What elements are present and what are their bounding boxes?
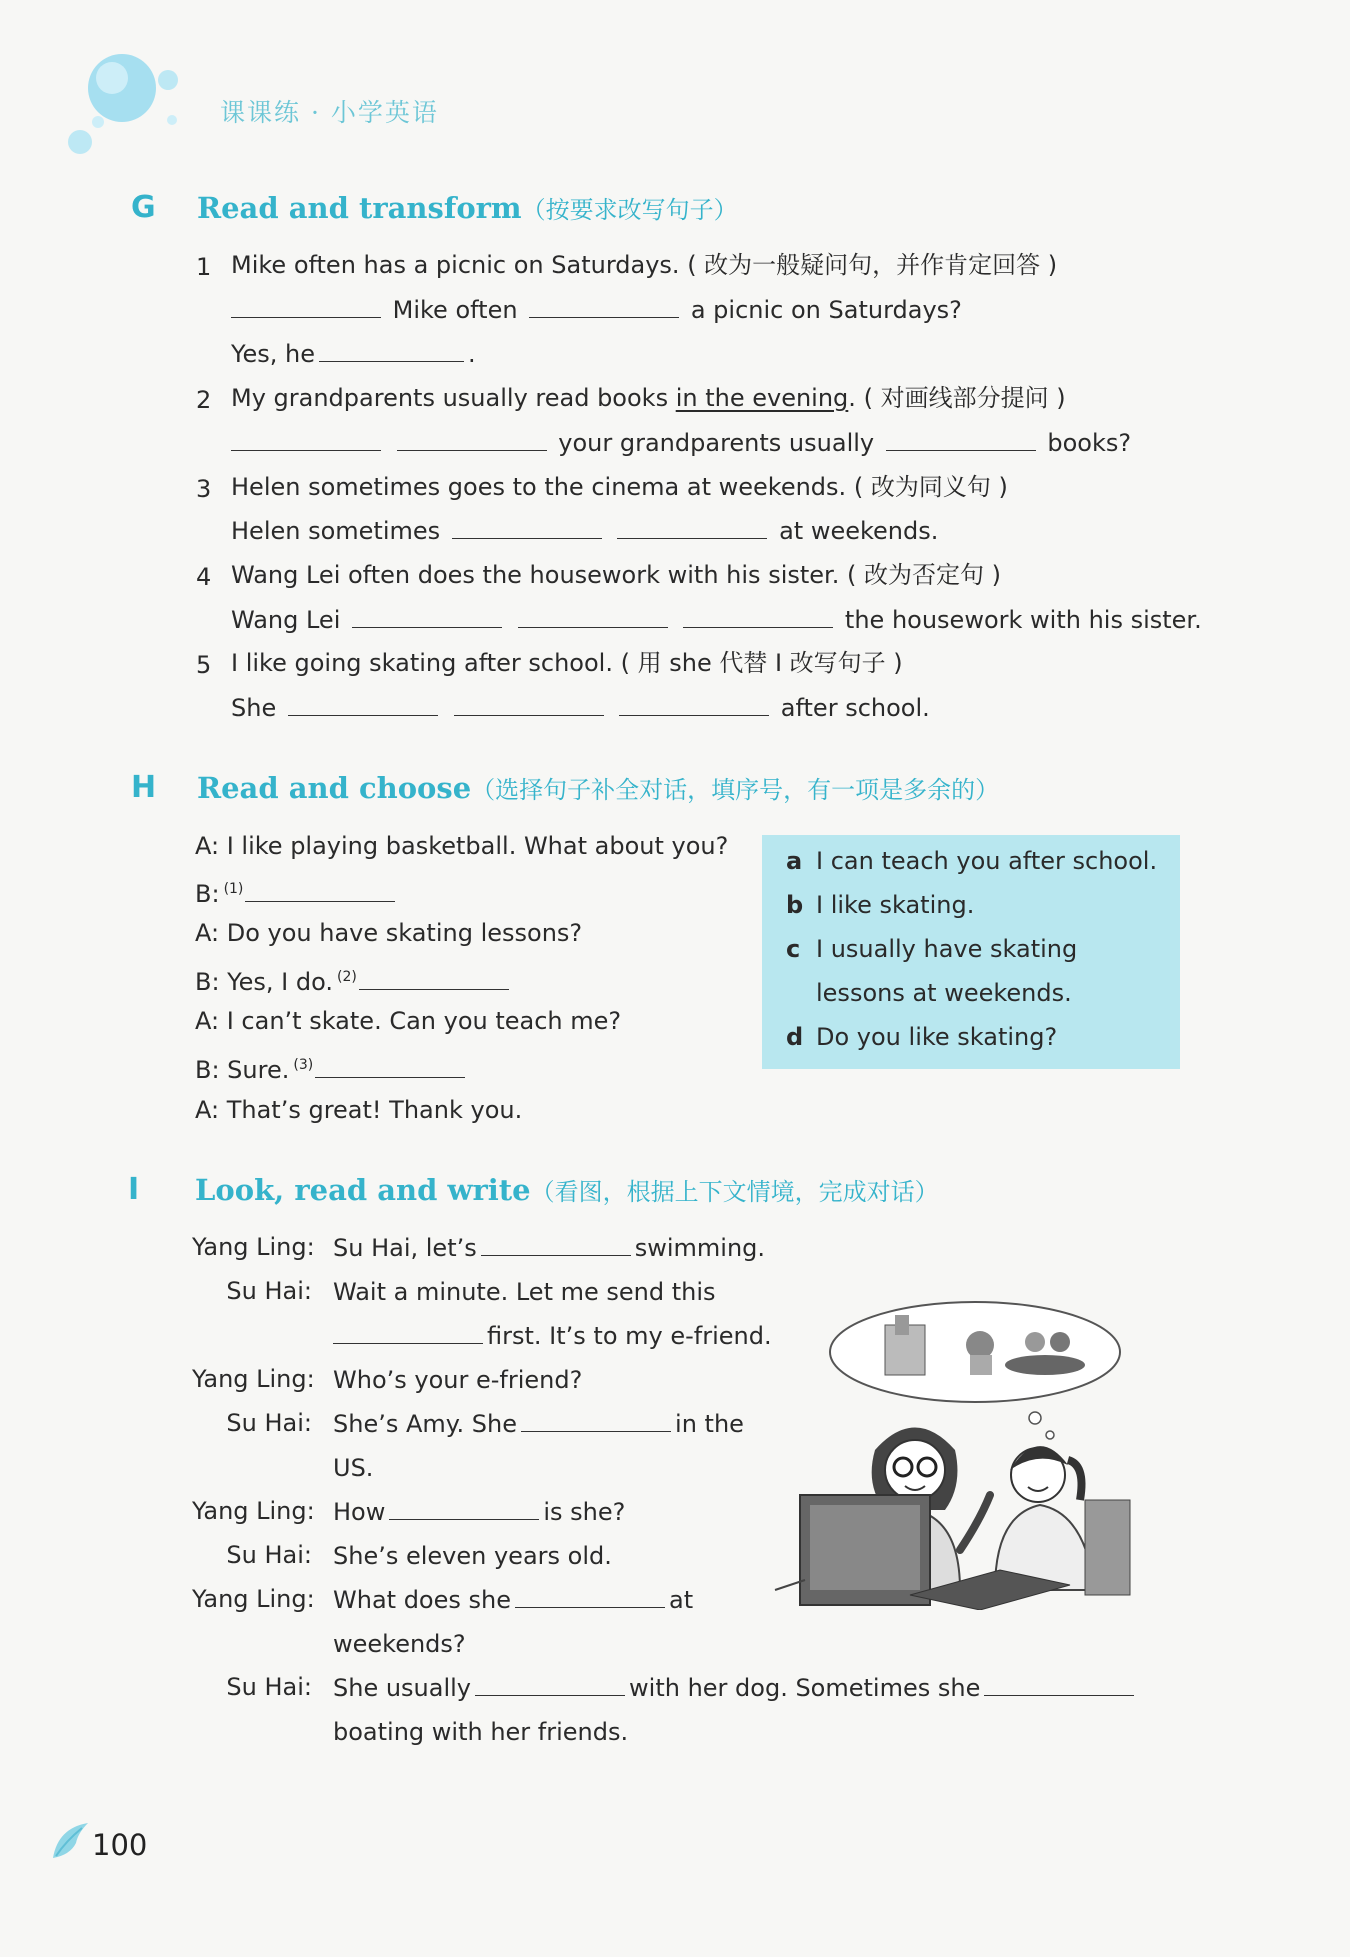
answer-line xyxy=(231,516,938,546)
section-title-i xyxy=(195,1172,939,1207)
answer-blank[interactable] xyxy=(481,1233,631,1256)
dialog-line xyxy=(333,1409,744,1439)
girls-at-computer-illustration xyxy=(770,1290,1175,1610)
answer-text: Mike often xyxy=(392,296,518,324)
section-letter-h: H xyxy=(131,770,157,805)
option-b xyxy=(786,891,974,919)
answer-blank[interactable] xyxy=(319,339,464,362)
speaker-label: Yang Ling: xyxy=(192,1365,315,1393)
answer-line xyxy=(231,339,476,369)
option-d xyxy=(786,1023,1057,1051)
question-sentence: Helen sometimes goes to the cinema at weekends. xyxy=(231,473,847,501)
underlined-phrase: in the evening xyxy=(675,384,849,412)
answer-text: . xyxy=(467,340,476,368)
answer-blank[interactable] xyxy=(231,428,381,451)
dialog-text: How xyxy=(333,1498,386,1526)
answer-blank[interactable] xyxy=(352,605,502,628)
answer-blank[interactable] xyxy=(683,605,833,628)
answer-line xyxy=(231,428,1131,458)
dialog-line xyxy=(195,1050,469,1085)
dialog-line: weekends? xyxy=(333,1630,466,1658)
dialog-line: Who’s your e-friend? xyxy=(333,1366,583,1394)
speaker-label: Su Hai: xyxy=(226,1409,312,1437)
dialog-text: swimming. xyxy=(634,1234,766,1262)
speaker-label: Su Hai: xyxy=(226,1277,312,1305)
answer-blank[interactable] xyxy=(617,516,767,539)
answer-blank[interactable] xyxy=(515,1585,665,1608)
question-instruction: ( 改为一般疑问句，并作肯定回答 ) xyxy=(687,251,1058,279)
dialog-text: Su Hai, let’s xyxy=(333,1234,477,1262)
speaker-label: Su Hai: xyxy=(226,1673,312,1701)
dialog-line: Wait a minute. Let me send this xyxy=(333,1278,716,1306)
answer-blank[interactable] xyxy=(886,428,1036,451)
series-title: 课课练 · 小学英语 xyxy=(220,98,439,127)
dialog-line: A: Do you have skating lessons? xyxy=(195,919,583,947)
answer-text: books? xyxy=(1047,429,1132,457)
speaker-label: Yang Ling: xyxy=(192,1585,315,1613)
answer-text: after school. xyxy=(780,694,930,722)
answer-text: at weekends. xyxy=(779,517,939,545)
answer-blank[interactable] xyxy=(984,1673,1134,1696)
answer-blank[interactable] xyxy=(245,879,395,902)
answer-text: Yes, he xyxy=(231,340,315,368)
question-sentence-end: . xyxy=(848,384,856,412)
dialog-text: is she? xyxy=(543,1498,626,1526)
option-text: I like skating. xyxy=(816,891,975,919)
answer-blank[interactable] xyxy=(452,516,602,539)
dialog-text: with her dog. Sometimes she xyxy=(629,1674,981,1702)
item-number: 4 xyxy=(196,563,212,591)
dialog-line xyxy=(333,1585,693,1615)
answer-blank[interactable] xyxy=(231,295,381,318)
dialog-line xyxy=(333,1233,765,1263)
answer-text: a picnic on Saturdays? xyxy=(690,296,962,324)
dialog-line xyxy=(333,1673,1138,1703)
option-key: c xyxy=(786,935,801,963)
option-text: I usually have skating xyxy=(816,935,1078,963)
question-text xyxy=(231,472,1008,502)
answer-text: the housework with his sister. xyxy=(844,606,1202,634)
answer-blank[interactable] xyxy=(397,428,547,451)
dialog-line xyxy=(333,1321,772,1351)
option-key: b xyxy=(786,891,804,919)
speaker-label: Yang Ling: xyxy=(192,1233,315,1261)
dialog-line: A: That’s great! Thank you. xyxy=(195,1096,523,1124)
section-title-h xyxy=(197,770,999,805)
question-instruction: ( 改为否定句 ) xyxy=(846,561,1001,589)
question-sentence: Mike often has a picnic on Saturdays. xyxy=(231,251,680,279)
answer-blank[interactable] xyxy=(389,1497,539,1520)
question-sentence: I like going skating after school. xyxy=(231,649,613,677)
item-number: 1 xyxy=(196,253,212,281)
answer-blank[interactable] xyxy=(619,693,769,716)
blank-marker: (2) xyxy=(337,969,357,985)
dialog-text: She’s Amy. She xyxy=(333,1410,518,1438)
option-text: Do you like skating? xyxy=(816,1023,1058,1051)
dialog-line: She’s eleven years old. xyxy=(333,1542,612,1570)
answer-blank[interactable] xyxy=(518,605,668,628)
option-text: I can teach you after school. xyxy=(816,847,1158,875)
dialog-line xyxy=(333,1497,625,1527)
question-text xyxy=(231,383,1066,413)
answer-blank[interactable] xyxy=(359,967,509,990)
item-number: 5 xyxy=(196,651,212,679)
option-c xyxy=(786,935,1077,963)
option-c-continued: lessons at weekends. xyxy=(816,979,1072,1007)
item-number: 3 xyxy=(196,475,212,503)
answer-blank[interactable] xyxy=(333,1321,483,1344)
dialog-text: B: Yes, I do. xyxy=(195,968,334,996)
question-text xyxy=(231,560,1001,590)
section-subtitle-i: （看图，根据上下文情境，完成对话） xyxy=(530,1178,939,1206)
section-title-g xyxy=(197,190,738,225)
section-title-i-en: Look, read and write xyxy=(195,1173,531,1207)
section-subtitle-h: （选择句子补全对话，填序号，有一项是多余的） xyxy=(471,776,1000,804)
dialog-line: US. xyxy=(333,1454,374,1482)
answer-line xyxy=(231,605,1202,635)
answer-line xyxy=(231,295,962,325)
option-key: a xyxy=(786,847,803,875)
section-letter-g: G xyxy=(131,190,156,225)
dialog-line: A: I like playing basketball. What about you? xyxy=(195,832,729,860)
answer-blank[interactable] xyxy=(475,1673,625,1696)
dialog-text: at xyxy=(668,1586,694,1614)
question-instruction: ( 对画线部分提问 ) xyxy=(863,384,1066,412)
answer-blank[interactable] xyxy=(288,693,438,716)
page-number: 100 xyxy=(92,1828,148,1862)
question-instruction: ( 改为同义句 ) xyxy=(853,473,1008,501)
answer-blank[interactable] xyxy=(315,1055,465,1078)
item-number: 2 xyxy=(196,386,212,414)
dialog-line xyxy=(195,962,513,997)
answer-blank[interactable] xyxy=(521,1409,671,1432)
option-a xyxy=(786,847,1157,875)
leaf-decoration-icon xyxy=(48,1818,93,1863)
answer-line xyxy=(231,693,930,723)
bubbles-decoration-icon xyxy=(60,50,200,160)
section-subtitle-g: （按要求改写句子） xyxy=(521,196,738,224)
section-title-h-en: Read and choose xyxy=(197,771,472,805)
answer-blank[interactable] xyxy=(529,295,679,318)
answer-text: Wang Lei xyxy=(231,606,341,634)
dialog-text: in the xyxy=(675,1410,744,1438)
dialog-text: first. It’s to my e-friend. xyxy=(487,1322,772,1350)
question-text xyxy=(231,648,903,678)
answer-text: your grandparents usually xyxy=(558,429,875,457)
dialog-line: boating with her friends. xyxy=(333,1718,629,1746)
answer-text: Helen sometimes xyxy=(231,517,441,545)
options-box xyxy=(762,835,1180,1069)
dialog-text: What does she xyxy=(333,1586,511,1614)
question-sentence: Wang Lei often does the housework with his sister. xyxy=(231,561,840,589)
answer-blank[interactable] xyxy=(454,693,604,716)
dialog-text: She usually xyxy=(333,1674,472,1702)
section-title-g-en: Read and transform xyxy=(197,191,522,225)
dialog-speaker: B: xyxy=(195,880,220,908)
option-key: d xyxy=(786,1023,804,1051)
speaker-label: Su Hai: xyxy=(226,1541,312,1569)
question-sentence: My grandparents usually read books xyxy=(231,384,676,412)
section-letter-i: I xyxy=(128,1172,140,1207)
question-text xyxy=(231,250,1057,280)
speaker-label: Yang Ling: xyxy=(192,1497,315,1525)
blank-marker: (1) xyxy=(223,881,244,897)
blank-marker: (3) xyxy=(293,1057,314,1073)
answer-text: She xyxy=(231,694,277,722)
question-instruction: ( 用 she 代替 I 改写句子 ) xyxy=(620,649,903,677)
dialog-line xyxy=(195,874,399,909)
dialog-line: A: I can’t skate. Can you teach me? xyxy=(195,1007,622,1035)
dialog-text: B: Sure. xyxy=(195,1056,290,1084)
